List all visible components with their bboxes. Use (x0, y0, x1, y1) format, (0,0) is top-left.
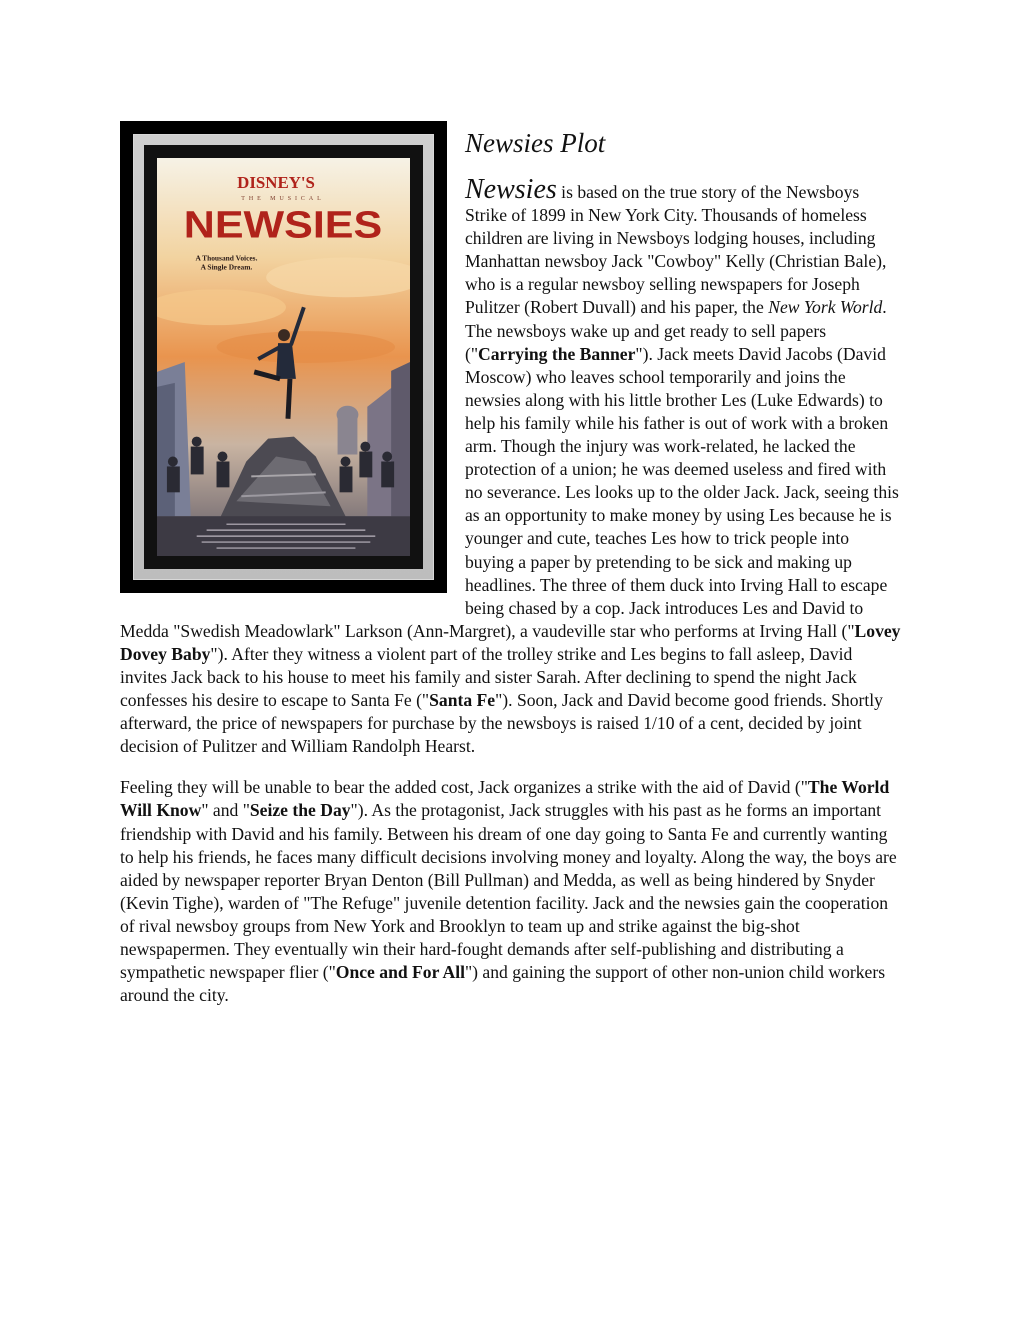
poster-film-title: NEWSIES (183, 203, 383, 246)
para2-text-4: ") and gaining the support of other non-union child workers around the city. (120, 962, 886, 1006)
movie-poster-image (157, 158, 410, 556)
poster-border (144, 145, 423, 569)
song-title: The World Will Know (120, 777, 890, 821)
document-body (120, 118, 902, 1025)
para1-text-3: "). Jack meets David Jacobs (David Moscow) who leaves school temporarily and joins the newsies along with his little brother Les (Luke Edwards) to help his family while his father is out of work with a broken arm. Though the injury was work-related, he lacked the protection of a union; he was deemed useless and fired with no severance. Les looks up to the older Jack. Jack, seeing this as an opportunity to make money by using Les because he is younger and cute, teaches Les how to trick people into buying a paper by pretending to be sick and making up headlines. The three of them duck into Irving Hall to escape being chased by a cop. Jack introduces Les and David to Medda "Swedish Meadowlark" Larkson (Ann-Margret), a vaudeville star who performs at Irving Hall (" (120, 343, 899, 641)
poster-tagline-1: A Thousand Voices. (195, 253, 258, 263)
para1-text-5: "). Soon, Jack and David become good friends. Shortly afterward, the price of newspapers for purchase by the newsboys is raised 1/10 of a cent, decided by joint decision of Pulitzer and William Randolph Hearst. (120, 690, 883, 757)
poster-mat (133, 134, 434, 580)
para1-text-4: "). After they witness a violent part of the trolley strike and Les begins to fall asleep, David invites Jack back to his house to meet his family and sister Sarah. After declining to spend the night Jack confesses his desire to escape to Santa Fe (" (120, 643, 857, 711)
plot-paragraph-2 (120, 776, 902, 1007)
para1-text-1: is based on the true story of the Newsboys Strike of 1899 in New York City. Thousands of homeless children are living in Newsboys lodging houses, including Manhattan newsboy Jack "Cowboy" Kelly (Christian Bale), who is a regular newsboy selling newspapers for Joseph Pulitzer (Robert Duvall) and his paper, the (465, 182, 887, 318)
poster-studio: DISNEY'S (237, 172, 315, 192)
poster-frame (120, 121, 447, 593)
poster-tagline-2: A Single Dream. (200, 262, 253, 272)
lead-word: Newsies (465, 174, 557, 205)
poster-subtitle: THE MUSICAL (241, 195, 325, 202)
song-title: Carrying the Banner (478, 343, 636, 364)
song-title: Lovey Dovey Baby (120, 620, 901, 664)
para2-text-1: Feeling they will be unable to bear the added cost, Jack organizes a strike with the aid of David (" (120, 777, 808, 798)
song-title: Santa Fe (429, 690, 496, 711)
newspaper-name: New York World (768, 297, 883, 318)
para1-text-2: . The newsboys wake up and get ready to sell papers (" (465, 297, 887, 364)
para2-text-3: "). As the protagonist, Jack struggles with his past as he forms an important friendship with David and his family. Between his dream of one day going to Santa Fe and currently wanting to help his friends, he faces many difficult decisions involving money and loyalty. Along the way, the boys are aided by newspaper reporter Bryan Denton (Bill Pullman) and Medda, as well as being hindered by Snyder (Kevin Tighe), warden of "The Refuge" juvenile detention facility. Jack and the newsies gain the cooperation of rival newsboy groups from New York and Brooklyn to team up and strike against the big-shot newspapermen. They eventually win their hard-fought demands after self-publishing and distributing a sympathetic newspaper flier (" (120, 800, 897, 983)
song-title: Seize the Day (249, 800, 351, 821)
poster-artwork (157, 158, 410, 556)
song-title: Once and For All (335, 962, 465, 983)
page-title: Newsies Plot (465, 128, 606, 158)
para2-text-2: " and " (201, 800, 250, 821)
